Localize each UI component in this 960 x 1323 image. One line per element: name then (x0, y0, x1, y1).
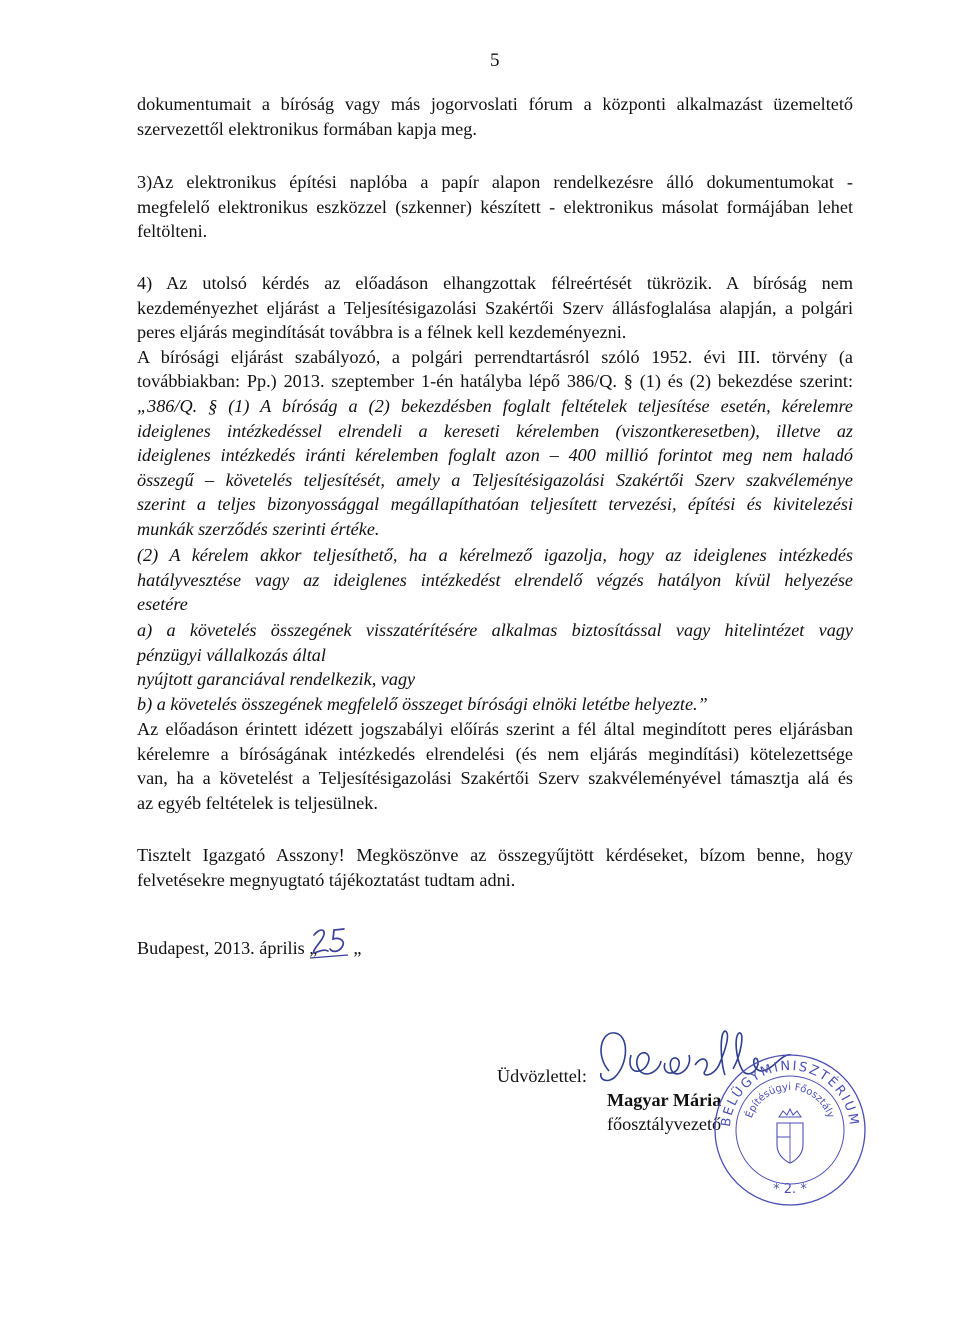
text-line: munkák szerződés szerinti értéke. (137, 518, 380, 539)
text-line: b) a követelés összegének megfelelő összeget bírósági elnöki letétbe helyezte.” (137, 693, 708, 714)
text-line: a) a követelés összegének visszatérítésére alkalmas biztosítással vagy hitelintézet vagy (137, 620, 853, 640)
text-line: Az előadáson érintett idézett jogszabályi előírás szerint a fél által megindított peres eljárásban (137, 719, 853, 739)
quote-points (137, 618, 853, 716)
signer-title: főosztályvezető (607, 1114, 722, 1134)
text-line: felvetésekre megnyugtató tájékoztatást tudtam adni. (137, 869, 516, 890)
stamp-outer-text: BELÜGYMINISZTÉRIUM (718, 1058, 862, 1128)
text-line: dokumentumait a bíróság vagy más jogorvoslati fórum a központi alkalmazást üzemeltető (137, 94, 853, 114)
text-line: ideiglenes intézkedés iránti kérelemben foglalt azon – 400 millió forintot meg nem haladó (137, 445, 853, 466)
paragraph-intro (137, 92, 853, 141)
paragraph-closing (137, 843, 853, 892)
text-line: esetére (137, 594, 188, 615)
text-line: (2) A kérelem akkor teljesíthető, ha a kérelmező igazolja, hogy az ideiglenes intézkedés (137, 545, 853, 565)
text-line: ideiglenes intézkedéssel elrendeli a kereseti kérelemben (viszontkeresetben), illetve az (137, 420, 853, 441)
text-line: hatályvesztése vagy az ideiglenes intézkedést elrendelő végzés hatályon kívül helyezése (137, 569, 853, 590)
text-line: kérelemre a bíróságának intézkedés elrendelési (és nem eljárás megindítási) kötelezettsége (137, 743, 853, 764)
text-line: megfelelő elektronikus eszközzel (szkenner) készített - elektronikus másolat formájában lehet (137, 196, 853, 217)
date-suffix: „ (353, 938, 362, 958)
text-line: szervezettől elektronikus formában kapja meg. (137, 118, 477, 139)
text-line: Tisztelt Igazgató Asszony! Megköszönve az összegyűjtött kérdéseket, bízom benne, hogy (137, 845, 853, 865)
official-stamp (705, 1045, 875, 1215)
text-line: feltölteni. (137, 221, 208, 242)
text-line: továbbiakban: Pp.) 2013. szeptember 1-én hatályba lépő 386/Q. § (1) és (2) bekezdése szerint: (137, 371, 853, 392)
stamp-inner-text: Építésügyi Főosztály (744, 1081, 836, 1120)
text-line: pénzügyi vállalkozás által (137, 644, 326, 665)
stamp-number: * 2. * (773, 1182, 807, 1197)
text-line: 3)Az elektronikus építési naplóba a papír alapon rendelkezésre álló dokumentumokat - (137, 172, 853, 192)
text-line: az egyéb feltételek is teljesülnek. (137, 792, 378, 813)
text-line: „386/Q. § (1) A bíróság a (2) bekezdésben foglalt feltételek teljesítése esetén, kérelemre (137, 396, 853, 416)
text-line: nyújtott garanciával rendelkezik, vagy (137, 669, 416, 690)
text-line: van, ha a követelést a Teljesítésigazolási Szakértői Szerv szakvéleményével támasztja alá és (137, 768, 853, 789)
page-number: 5 (490, 50, 500, 71)
text-line: A bírósági eljárást szabályozó, a polgári perrendtartásról szóló 1952. évi III. törvény (a (137, 346, 853, 367)
text-line: szerint a teljes bizonyossággal megállapíthatóan teljesített tervezési, építési és kivitelezési (137, 494, 853, 515)
paragraph-conclusion (137, 717, 853, 815)
greeting: Üdvözlettel: (497, 1066, 587, 1086)
quote-paragraph-1 (137, 394, 853, 542)
paragraph-3 (137, 170, 853, 244)
text-line: 4) Az utolsó kérdés az előadáson elhangzottak félreértését tükrözik. A bíróság nem (137, 273, 853, 293)
signer-name: Magyar Mária (607, 1090, 722, 1110)
coat-of-arms-icon (777, 1109, 803, 1163)
text-line: összegű – követelés teljesítését, amely a Teljesítésigazolási Szakértői Szerv szakvéleménye (137, 469, 853, 490)
text-line: kezdeményezhet eljárást a Teljesítésigazolási Szakértői Szerv állásfoglalása alapján, a polgári (137, 297, 853, 318)
paragraph-4 (137, 271, 853, 394)
date-prefix: Budapest, 2013. április „ (137, 938, 318, 958)
handwritten-date-day (308, 925, 354, 963)
text-line: peres eljárás megindítását továbbra is a félnek kell kezdeményezni. (137, 322, 627, 343)
quote-paragraph-2 (137, 543, 853, 617)
